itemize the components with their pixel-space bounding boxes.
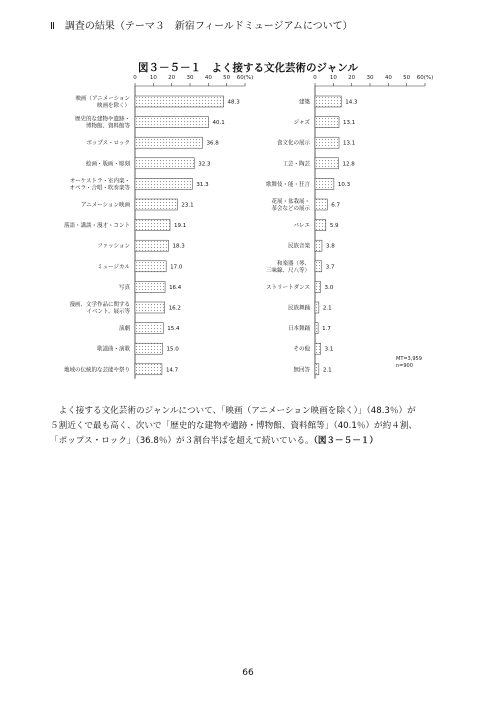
left-value-label: 19.1 [174, 223, 187, 230]
right-value-label: 12.8 [342, 161, 355, 168]
right-category-label: 食文化の展示 [276, 140, 310, 147]
right-value-label: 3.1 [324, 346, 334, 353]
right-bar [315, 178, 334, 189]
left-value-label: 40.1 [212, 120, 225, 127]
right-category-label: 工芸・陶芸 [282, 161, 310, 168]
right-category-label: 民族音楽 [287, 243, 310, 250]
right-category-label: 無回答 [293, 367, 310, 374]
left-value-label: 23.1 [181, 202, 194, 209]
right-category-label: 日本舞踊 [287, 326, 310, 333]
right-tick-label: 0 [313, 75, 317, 81]
right-value-label: 3.0 [324, 284, 334, 291]
left-bar [135, 240, 169, 251]
figure-title: 図３－５－１ よく接する文化芸術のジャンル [137, 62, 359, 74]
right-category-label: ストリートダンス [266, 284, 310, 291]
right-tick-label: 50 [403, 75, 411, 81]
left-bar [135, 117, 209, 128]
right-bar [315, 364, 319, 375]
right-category-label: その他 [293, 346, 310, 353]
right-bar [315, 302, 319, 313]
left-category-label: 写真 [118, 284, 130, 291]
body-line-3: 「ポップス・ロック」（36.8％）が３割台半ばを超えて続いている。 [50, 436, 314, 446]
left-category-label: 歴史的な建物や遺跡・ [74, 116, 130, 123]
sample-note: n=900 [396, 363, 413, 369]
right-bar [315, 240, 322, 251]
left-category-label: 落語・講談・漫才・コント [63, 223, 130, 230]
right-bar [315, 96, 341, 107]
right-category-label: 建築 [298, 99, 310, 106]
right-value-label: 2.1 [322, 305, 332, 312]
left-value-label: 16.2 [168, 305, 181, 312]
left-bar [135, 220, 170, 231]
right-category-label: 民族舞踊 [287, 305, 310, 312]
left-bar [135, 281, 165, 292]
left-tick-label: 60(%) [236, 75, 254, 81]
right-category-label: ジャズ [293, 120, 310, 127]
left-category-label: 漫画、文学作品に関する [69, 302, 130, 308]
left-category-label: 地域の伝統的な芸能や祭り [63, 367, 130, 374]
right-bar [315, 158, 338, 169]
left-bar [135, 302, 165, 313]
right-tick-label: 20 [348, 75, 356, 81]
right-value-label: 10.3 [337, 181, 351, 188]
left-tick-label: 0 [133, 75, 137, 81]
left-category-label: 演劇 [118, 326, 130, 333]
body-paragraph [50, 404, 450, 449]
left-category-label: 映画を除く） [96, 103, 130, 109]
left-value-label: 18.3 [172, 243, 185, 250]
figure-reference: （図３－５－１） [313, 436, 378, 446]
left-category-label: 歌謡曲・演歌 [96, 346, 130, 353]
left-value-label: 17.0 [170, 264, 183, 271]
body-line-2: ５割近くで最も高く、次いで「歴史的な建物や遺跡・博物館、資料館等」（40.1％）が約４割、 [50, 421, 418, 431]
right-category-label: 歌舞伎・能・狂言 [265, 181, 310, 188]
left-category-label: 絵画・版画・彫刻 [85, 161, 130, 168]
left-category-label: ミュージカル [97, 264, 130, 271]
right-bar [315, 343, 321, 354]
left-category-label: ファッション [97, 243, 130, 250]
right-category-label: 花展・盆栽展・ [271, 199, 310, 205]
left-category-label: オーケストラ・室内楽・ [69, 178, 130, 185]
right-bar [315, 220, 326, 231]
right-value-label: 13.1 [343, 140, 356, 147]
left-bar [135, 96, 224, 107]
right-category-label: 和楽器（琴、 [276, 260, 310, 267]
right-value-label: 13.1 [343, 120, 356, 127]
left-value-label: 16.4 [169, 284, 182, 291]
left-category-label: 映画（アニメーション [75, 96, 130, 102]
right-tick-label: 30 [366, 75, 374, 81]
right-value-label: 14.3 [345, 99, 358, 106]
left-category-label: 博物館、資料館等 [85, 123, 130, 130]
right-bar [315, 261, 322, 272]
left-value-label: 36.8 [206, 140, 219, 147]
right-bar [315, 199, 327, 210]
left-value-label: 14.7 [165, 367, 179, 374]
left-value-label: 15.0 [166, 346, 179, 353]
right-value-label: 3.8 [325, 243, 335, 250]
right-tick-label: 40 [384, 75, 392, 81]
right-bar [315, 117, 339, 128]
left-bar [135, 343, 163, 354]
right-bar [315, 281, 321, 292]
left-bar [135, 261, 166, 272]
right-value-label: 6.7 [331, 202, 341, 209]
left-value-label: 48.3 [227, 99, 240, 106]
left-tick-label: 30 [186, 75, 194, 81]
right-bar [315, 323, 318, 334]
left-value-label: 15.4 [167, 326, 180, 333]
right-tick-label: 60(%) [416, 75, 434, 81]
right-category-label: バレエ [293, 223, 310, 230]
left-bar [135, 199, 177, 210]
right-value-label: 1.7 [322, 326, 331, 333]
right-value-label: 2.1 [322, 367, 332, 374]
left-value-label: 32.3 [198, 161, 211, 168]
left-category-label: アニメーション映画 [80, 202, 130, 209]
page-number: 66 [242, 668, 254, 678]
right-value-label: 5.9 [329, 223, 339, 230]
section-header: Ⅱ 調査の結果（テーマ３ 新宿フィールドミュージアムについて） [50, 21, 353, 32]
right-category-label: 茶会などの展示 [271, 206, 310, 212]
left-category-label: オペラ・合唱・吹奏楽等 [69, 185, 130, 192]
body-line-1: よく接する文化芸術のジャンルについて、「映画（アニメーション映画を除く）」（48.3％）が [58, 406, 416, 416]
left-tick-label: 50 [223, 75, 231, 81]
left-tick-label: 20 [168, 75, 176, 81]
left-category-label: ポップス・ロック [86, 140, 130, 147]
left-bar [135, 158, 194, 169]
left-tick-label: 10 [149, 75, 157, 81]
left-tick-label: 40 [204, 75, 212, 81]
left-bar [135, 323, 163, 334]
right-category-label: 三味線、尺八等） [265, 267, 310, 274]
right-tick-label: 10 [329, 75, 337, 81]
left-value-label: 31.3 [196, 181, 209, 188]
right-bar [315, 137, 339, 148]
left-category-label: イベント、展示等 [86, 309, 130, 315]
right-value-label: 3.7 [325, 264, 335, 271]
sample-note: MT=3,959 [396, 356, 422, 362]
left-bar [135, 364, 162, 375]
left-bar [135, 137, 202, 148]
left-bar [135, 178, 192, 189]
